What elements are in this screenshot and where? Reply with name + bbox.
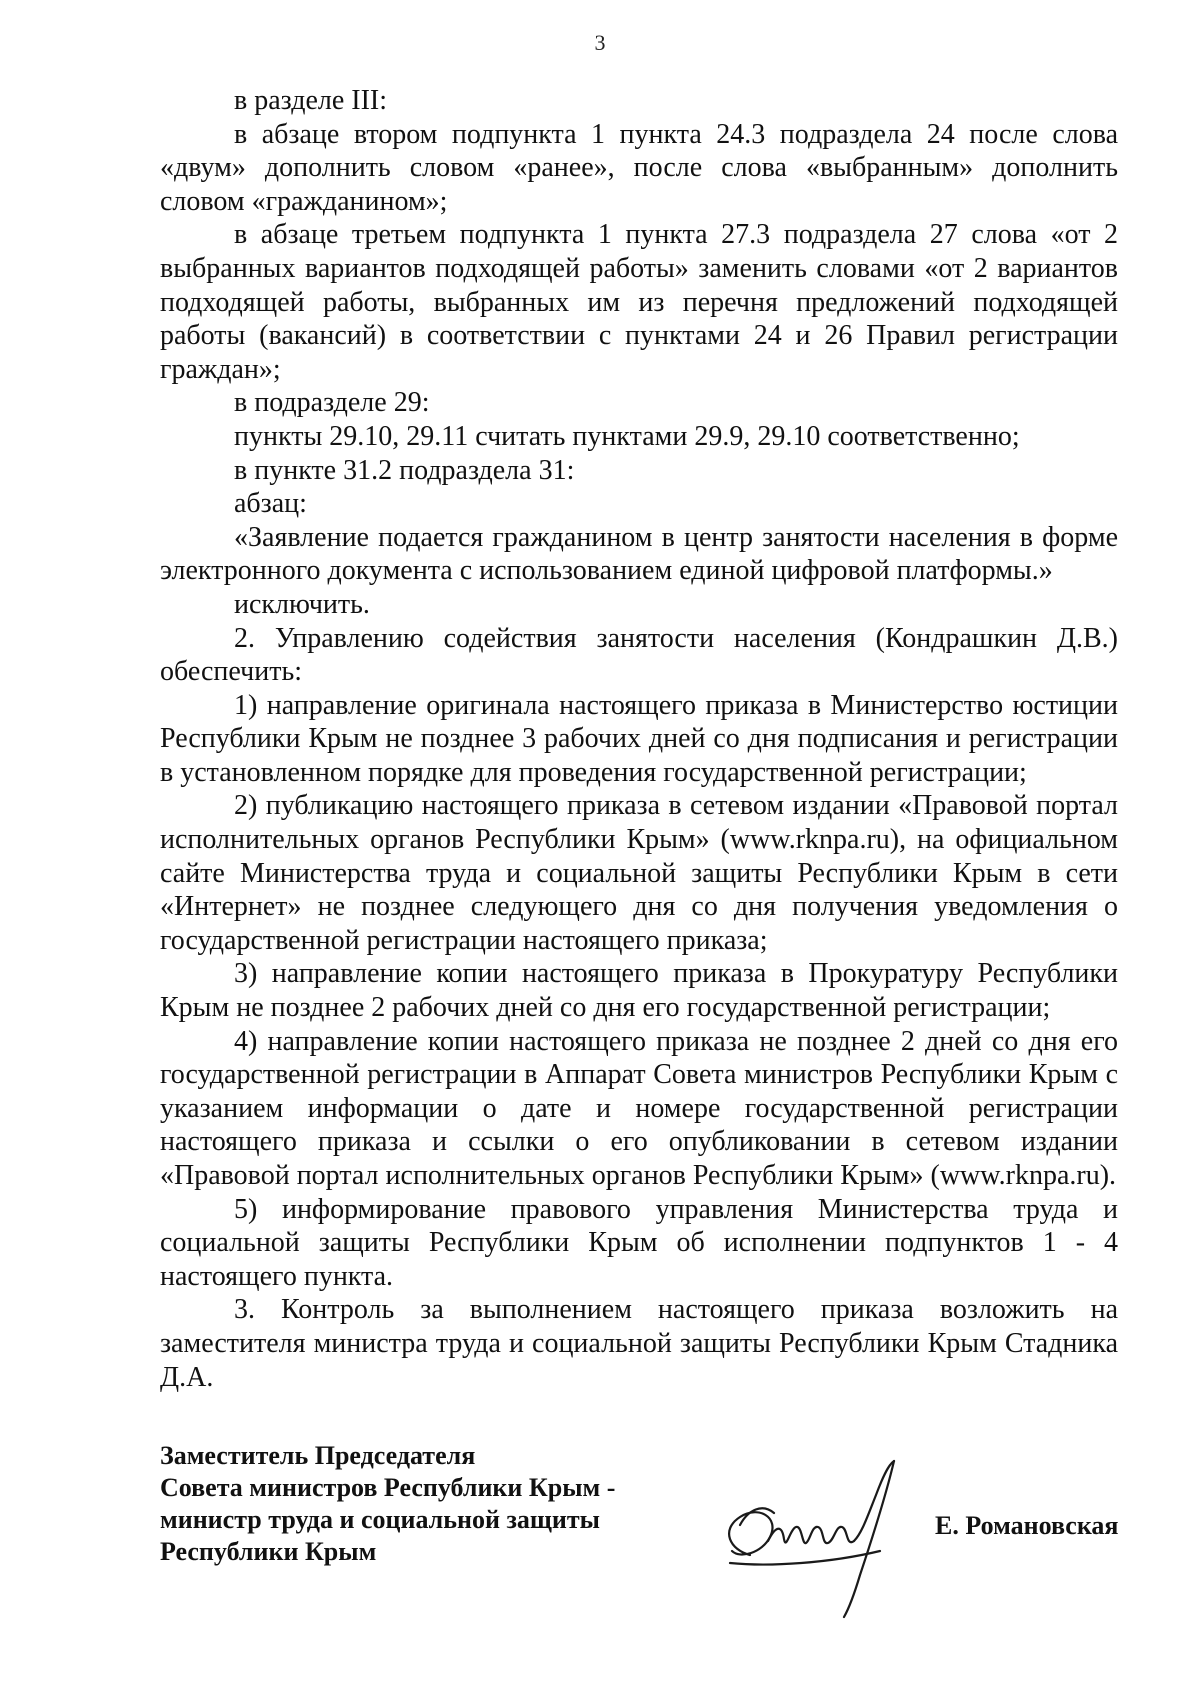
paragraph-amendment-24-3: в абзаце втором подпункта 1 пункта 24.3 подраздела 24 после слова «двум» дополнить словом «ранее», после слова «выбранным» дополнить словом «гражданином»;: [160, 118, 1118, 217]
paragraph-item-2-2: 2) публикацию настоящего приказа в сетевом издании «Правовой портал исполнительных органов Республики Крым» (www.rknpa.ru), на официальном сайте Министерства труда и социальной защиты Республики Крым в сети «Интернет» не позднее следующего дня со дня получения уведомления о государственной регистрации настоящего приказа;: [160, 790, 1118, 956]
paragraph-item-2-5: 5) информирование правового управления Министерства труда и социальной защиты Республики Крым об исполнении подпунктов 1 - 4 настоящего пункта.: [160, 1193, 1118, 1292]
paragraph-exclude: исключить.: [234, 588, 370, 620]
paragraph-section-3: в разделе III:: [234, 85, 388, 116]
paragraph-renumber-29: пункты 29.10, 29.11 считать пунктами 29.9, 29.10 соответственно;: [234, 420, 1020, 452]
signatory-title-line: министр труда и социальной защиты: [160, 1505, 600, 1534]
paragraph-item-2-4: 4) направление копии настоящего приказа не позднее 2 дней со дня его государственной регистрации в Аппарат Совета министров Республики Крым с указанием информации о дате и номере государственной регистрации настоящего приказа и ссылки о его опубликовании в сетевом издании «Правовой портал исполнительных органов Республики Крым» (www.rknpa.ru).: [160, 1025, 1118, 1191]
signer-name: Е. Романовская: [935, 1511, 1119, 1540]
signatory-title-line: Заместитель Председателя: [160, 1441, 476, 1470]
paragraph-subsection-29: в подразделе 29:: [234, 387, 430, 419]
signatory-title: [160, 1440, 720, 1568]
paragraph-item-3: 3. Контроль за выполнением настоящего приказа возложить на заместителя министра труда и социальной защиты Республики Крым Стадника Д.А.: [160, 1294, 1118, 1393]
document-body: [160, 84, 1118, 1394]
paragraph-quoted-text: «Заявление подается гражданином в центр занятости населения в форме электронного документа с использованием единой цифровой платформы.»: [160, 521, 1118, 587]
paragraph-item-2-3: 3) направление копии настоящего приказа в Прокуратуру Республики Крым не позднее 2 рабочих дней со дня его государственной регистрации;: [160, 958, 1118, 1024]
paragraph-item-31-2: в пункте 31.2 подраздела 31:: [234, 454, 575, 486]
page-number: 3: [594, 30, 606, 55]
handwritten-signature: [710, 1455, 920, 1625]
paragraph-item-2-1: 1) направление оригинала настоящего приказа в Министерство юстиции Республики Крым не позднее 3 рабочих дней со дня подписания и регистрации в установленном порядке для проведения государственной регистрации;: [160, 689, 1118, 788]
paragraph-amendment-27-3: в абзаце третьем подпункта 1 пункта 27.3 подраздела 27 слова «от 2 выбранных вариантов подходящей работы» заменить словами «от 2 вариантов подходящей работы, выбранных им из перечня предложений подходящей работы (вакансий) в соответствии с пунктами 24 и 26 Правил регистрации граждан»;: [160, 219, 1118, 385]
paragraph-item-2: 2. Управлению содействия занятости населения (Кондрашкин Д.В.) обеспечить:: [160, 622, 1118, 688]
signatory-title-line: Совета министров Республики Крым -: [160, 1473, 616, 1502]
signatory-title-line: Республики Крым: [160, 1537, 377, 1566]
paragraph-abzac: абзац:: [234, 488, 307, 520]
